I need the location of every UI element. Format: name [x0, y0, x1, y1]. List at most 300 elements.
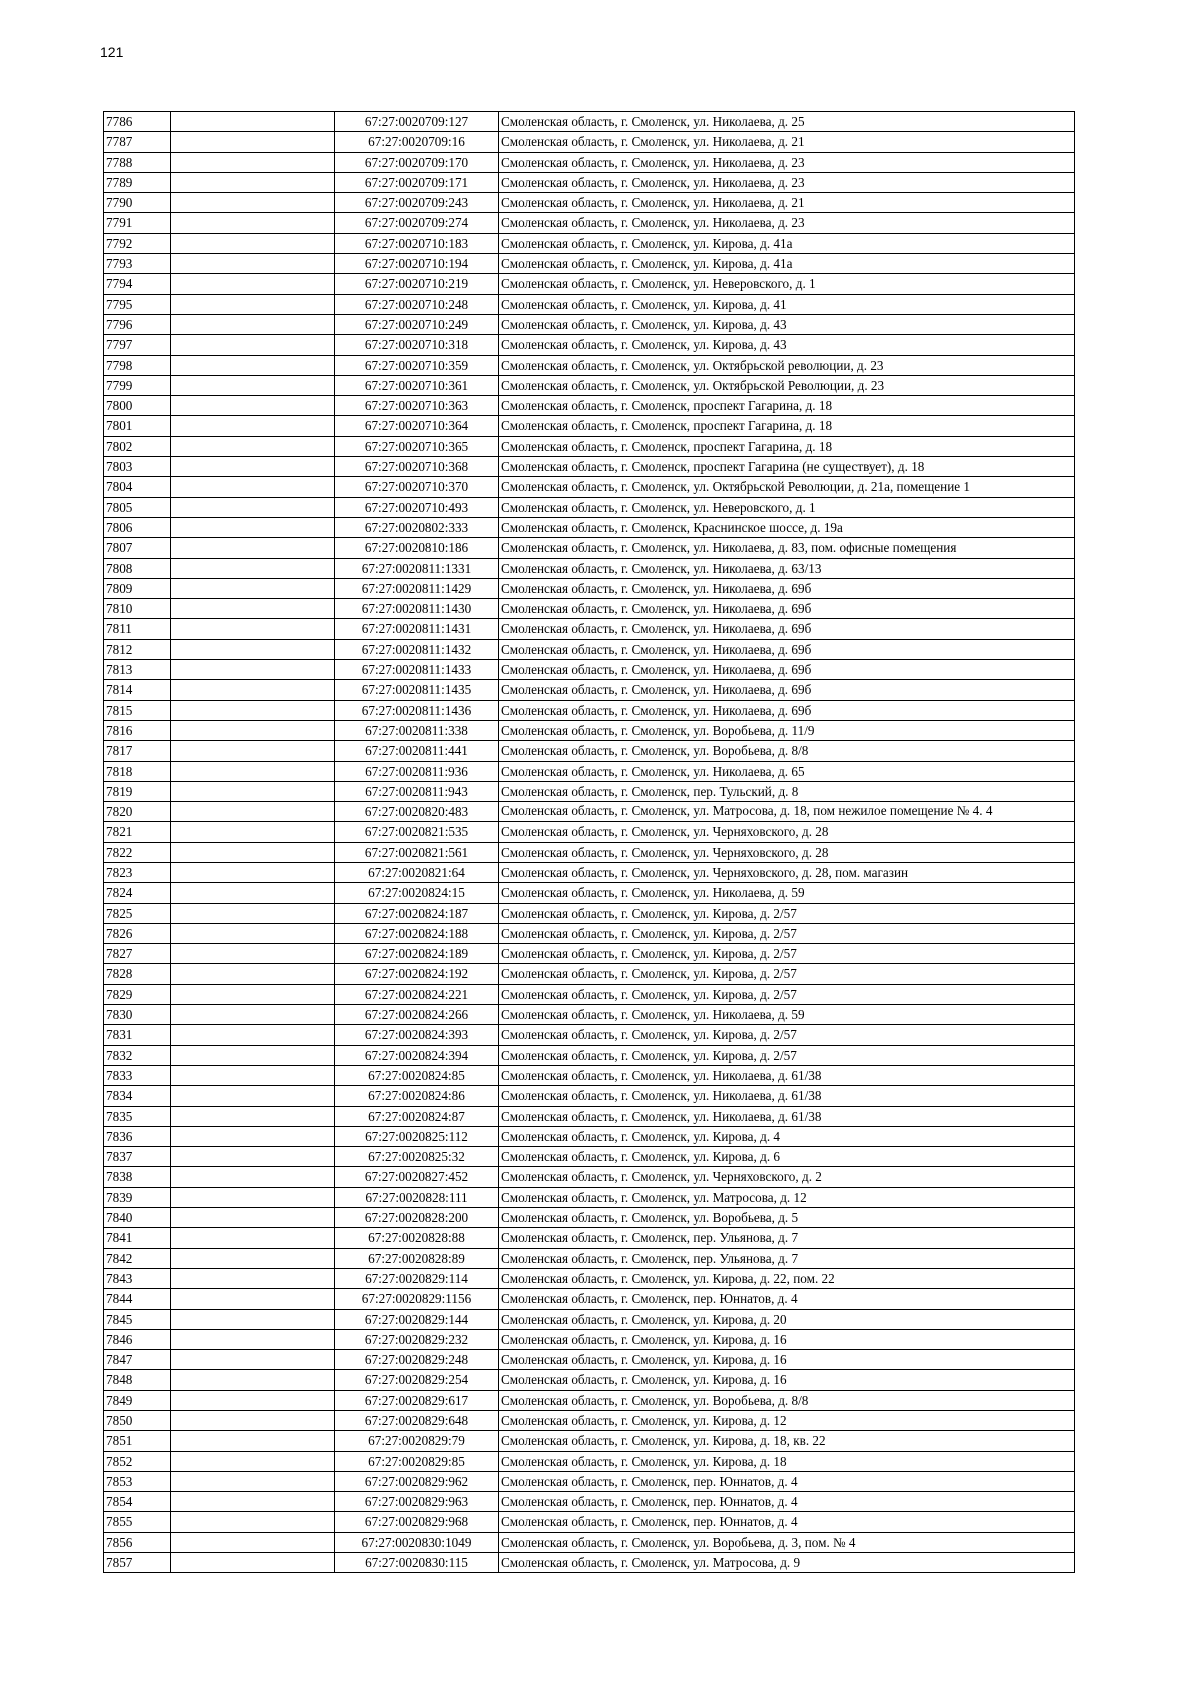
empty-cell	[171, 781, 335, 801]
cadastral-number-cell: 67:27:0020824:15	[335, 883, 499, 903]
table-row	[104, 112, 1075, 132]
cadastral-number-cell: 67:27:0020811:1436	[335, 700, 499, 720]
address-cell: Смоленская область, г. Смоленск, ул. Кирова, д. 2/57	[499, 944, 1075, 964]
empty-cell	[171, 274, 335, 294]
cadastral-number-cell: 67:27:0020829:79	[335, 1431, 499, 1451]
empty-cell	[171, 741, 335, 761]
row-number-cell: 7823	[104, 862, 171, 882]
address-cell: Смоленская область, г. Смоленск, ул. Кирова, д. 20	[499, 1309, 1075, 1329]
empty-cell	[171, 1045, 335, 1065]
table-row	[104, 558, 1075, 578]
row-number-cell: 7840	[104, 1208, 171, 1228]
row-number-cell: 7827	[104, 944, 171, 964]
address-cell: Смоленская область, г. Смоленск, ул. Николаева, д. 59	[499, 883, 1075, 903]
cadastral-number-cell: 67:27:0020824:266	[335, 1005, 499, 1025]
empty-cell	[171, 314, 335, 334]
empty-cell	[171, 1086, 335, 1106]
empty-cell	[171, 862, 335, 882]
cadastral-number-cell: 67:27:0020811:1431	[335, 619, 499, 639]
empty-cell	[171, 1147, 335, 1167]
row-number-cell: 7820	[104, 802, 171, 822]
table-row	[104, 1268, 1075, 1288]
table-row	[104, 416, 1075, 436]
empty-cell	[171, 944, 335, 964]
table-row	[104, 213, 1075, 233]
row-number-cell: 7844	[104, 1289, 171, 1309]
table-row	[104, 172, 1075, 192]
table-row	[104, 314, 1075, 334]
table-row	[104, 294, 1075, 314]
empty-cell	[171, 1289, 335, 1309]
row-number-cell: 7833	[104, 1065, 171, 1085]
table-row	[104, 1329, 1075, 1349]
address-cell: Смоленская область, г. Смоленск, ул. Николаева, д. 69б	[499, 599, 1075, 619]
cadastral-number-cell: 67:27:0020710:363	[335, 396, 499, 416]
table-row	[104, 1431, 1075, 1451]
address-cell: Смоленская область, г. Смоленск, пер. Ульянова, д. 7	[499, 1228, 1075, 1248]
empty-cell	[171, 396, 335, 416]
cadastral-number-cell: 67:27:0020828:89	[335, 1248, 499, 1268]
empty-cell	[171, 923, 335, 943]
row-number-cell: 7796	[104, 314, 171, 334]
table-row	[104, 1553, 1075, 1573]
cadastral-number-cell: 67:27:0020828:200	[335, 1208, 499, 1228]
address-cell: Смоленская область, г. Смоленск, ул. Неверовского, д. 1	[499, 274, 1075, 294]
empty-cell	[171, 761, 335, 781]
empty-cell	[171, 152, 335, 172]
empty-cell	[171, 964, 335, 984]
address-cell: Смоленская область, г. Смоленск, ул. Кирова, д. 2/57	[499, 964, 1075, 984]
cadastral-number-cell: 67:27:0020829:144	[335, 1309, 499, 1329]
row-number-cell: 7826	[104, 923, 171, 943]
cadastral-number-cell: 67:27:0020811:936	[335, 761, 499, 781]
cadastral-number-cell: 67:27:0020709:170	[335, 152, 499, 172]
row-number-cell: 7808	[104, 558, 171, 578]
address-cell: Смоленская область, г. Смоленск, ул. Кирова, д. 4	[499, 1126, 1075, 1146]
address-cell: Смоленская область, г. Смоленск, пер. Юннатов, д. 4	[499, 1512, 1075, 1532]
table-row	[104, 233, 1075, 253]
address-cell: Смоленская область, г. Смоленск, ул. Матросова, д. 18, пом нежилое помещение № 4. 4	[499, 802, 1075, 822]
empty-cell	[171, 294, 335, 314]
cadastral-number-cell: 67:27:0020811:1435	[335, 680, 499, 700]
cadastral-number-cell: 67:27:0020811:1331	[335, 558, 499, 578]
table-row	[104, 639, 1075, 659]
cadastral-number-cell: 67:27:0020821:64	[335, 862, 499, 882]
address-cell: Смоленская область, г. Смоленск, ул. Кирова, д. 41	[499, 294, 1075, 314]
table-row	[104, 1167, 1075, 1187]
row-number-cell: 7832	[104, 1045, 171, 1065]
table-row	[104, 1492, 1075, 1512]
empty-cell	[171, 802, 335, 822]
address-cell: Смоленская область, г. Смоленск, ул. Воробьева, д. 8/8	[499, 741, 1075, 761]
row-number-cell: 7806	[104, 517, 171, 537]
address-cell: Смоленская область, г. Смоленск, Краснинское шоссе, д. 19а	[499, 517, 1075, 537]
cadastral-number-cell: 67:27:0020829:85	[335, 1451, 499, 1471]
empty-cell	[171, 680, 335, 700]
cadastral-number-cell: 67:27:0020810:186	[335, 538, 499, 558]
row-number-cell: 7799	[104, 375, 171, 395]
table-row	[104, 477, 1075, 497]
row-number-cell: 7811	[104, 619, 171, 639]
empty-cell	[171, 457, 335, 477]
row-number-cell: 7836	[104, 1126, 171, 1146]
table-row	[104, 375, 1075, 395]
address-cell: Смоленская область, г. Смоленск, ул. Кирова, д. 16	[499, 1370, 1075, 1390]
address-cell: Смоленская область, г. Смоленск, ул. Николаева, д. 69б	[499, 639, 1075, 659]
table-row	[104, 193, 1075, 213]
empty-cell	[171, 842, 335, 862]
row-number-cell: 7855	[104, 1512, 171, 1532]
cadastral-number-cell: 67:27:0020710:249	[335, 314, 499, 334]
cadastral-number-cell: 67:27:0020829:617	[335, 1390, 499, 1410]
table-row	[104, 1512, 1075, 1532]
address-cell: Смоленская область, г. Смоленск, ул. Кирова, д. 12	[499, 1411, 1075, 1431]
row-number-cell: 7798	[104, 355, 171, 375]
row-number-cell: 7789	[104, 172, 171, 192]
row-number-cell: 7814	[104, 680, 171, 700]
empty-cell	[171, 1228, 335, 1248]
table-row	[104, 1289, 1075, 1309]
table-row	[104, 396, 1075, 416]
table-row	[104, 1005, 1075, 1025]
row-number-cell: 7825	[104, 903, 171, 923]
cadastral-number-cell: 67:27:0020811:1430	[335, 599, 499, 619]
address-cell: Смоленская область, г. Смоленск, ул. Николаева, д. 59	[499, 1005, 1075, 1025]
address-cell: Смоленская область, г. Смоленск, ул. Николаева, д. 21	[499, 132, 1075, 152]
cadastral-number-cell: 67:27:0020824:192	[335, 964, 499, 984]
empty-cell	[171, 538, 335, 558]
row-number-cell: 7838	[104, 1167, 171, 1187]
row-number-cell: 7818	[104, 761, 171, 781]
table-row	[104, 254, 1075, 274]
cadastral-number-cell: 67:27:0020710:194	[335, 254, 499, 274]
address-cell: Смоленская область, г. Смоленск, ул. Кирова, д. 41а	[499, 233, 1075, 253]
empty-cell	[171, 497, 335, 517]
row-number-cell: 7804	[104, 477, 171, 497]
row-number-cell: 7837	[104, 1147, 171, 1167]
table-row	[104, 1106, 1075, 1126]
row-number-cell: 7819	[104, 781, 171, 801]
address-cell: Смоленская область, г. Смоленск, ул. Николаева, д. 69б	[499, 578, 1075, 598]
row-number-cell: 7812	[104, 639, 171, 659]
row-number-cell: 7817	[104, 741, 171, 761]
address-cell: Смоленская область, г. Смоленск, ул. Кирова, д. 2/57	[499, 923, 1075, 943]
table-row	[104, 741, 1075, 761]
address-cell: Смоленская область, г. Смоленск, ул. Неверовского, д. 1	[499, 497, 1075, 517]
registry-table	[103, 111, 1075, 1573]
empty-cell	[171, 700, 335, 720]
page-number: 121	[100, 44, 124, 60]
row-number-cell: 7792	[104, 233, 171, 253]
cadastral-number-cell: 67:27:0020825:112	[335, 1126, 499, 1146]
empty-cell	[171, 1126, 335, 1146]
table-row	[104, 436, 1075, 456]
cadastral-number-cell: 67:27:0020802:333	[335, 517, 499, 537]
address-cell: Смоленская область, г. Смоленск, пер. Ульянова, д. 7	[499, 1248, 1075, 1268]
cadastral-number-cell: 67:27:0020811:441	[335, 741, 499, 761]
empty-cell	[171, 1208, 335, 1228]
row-number-cell: 7786	[104, 112, 171, 132]
address-cell: Смоленская область, г. Смоленск, ул. Николаева, д. 61/38	[499, 1106, 1075, 1126]
row-number-cell: 7790	[104, 193, 171, 213]
cadastral-number-cell: 67:27:0020821:561	[335, 842, 499, 862]
row-number-cell: 7847	[104, 1350, 171, 1370]
row-number-cell: 7788	[104, 152, 171, 172]
address-cell: Смоленская область, г. Смоленск, ул. Николаева, д. 69б	[499, 700, 1075, 720]
row-number-cell: 7851	[104, 1431, 171, 1451]
row-number-cell: 7842	[104, 1248, 171, 1268]
address-cell: Смоленская область, г. Смоленск, ул. Николаева, д. 61/38	[499, 1086, 1075, 1106]
empty-cell	[171, 599, 335, 619]
cadastral-number-cell: 67:27:0020829:1156	[335, 1289, 499, 1309]
table-row	[104, 578, 1075, 598]
empty-cell	[171, 720, 335, 740]
table-row	[104, 1126, 1075, 1146]
cadastral-number-cell: 67:27:0020710:365	[335, 436, 499, 456]
address-cell: Смоленская область, г. Смоленск, ул. Кирова, д. 2/57	[499, 1045, 1075, 1065]
row-number-cell: 7841	[104, 1228, 171, 1248]
address-cell: Смоленская область, г. Смоленск, ул. Николаева, д. 69б	[499, 680, 1075, 700]
address-cell: Смоленская область, г. Смоленск, ул. Воробьева, д. 11/9	[499, 720, 1075, 740]
table-row	[104, 1147, 1075, 1167]
table-row	[104, 1471, 1075, 1491]
table-row	[104, 1248, 1075, 1268]
cadastral-number-cell: 67:27:0020830:115	[335, 1553, 499, 1573]
address-cell: Смоленская область, г. Смоленск, ул. Николаева, д. 65	[499, 761, 1075, 781]
row-number-cell: 7797	[104, 335, 171, 355]
table-row	[104, 883, 1075, 903]
cadastral-number-cell: 67:27:0020827:452	[335, 1167, 499, 1187]
table-row	[104, 538, 1075, 558]
table-row	[104, 1086, 1075, 1106]
row-number-cell: 7845	[104, 1309, 171, 1329]
empty-cell	[171, 1106, 335, 1126]
empty-cell	[171, 416, 335, 436]
cadastral-number-cell: 67:27:0020821:535	[335, 822, 499, 842]
row-number-cell: 7829	[104, 984, 171, 1004]
empty-cell	[171, 1187, 335, 1207]
table-row	[104, 1228, 1075, 1248]
table-row	[104, 517, 1075, 537]
cadastral-number-cell: 67:27:0020811:1432	[335, 639, 499, 659]
empty-cell	[171, 254, 335, 274]
registry-table-body	[104, 112, 1075, 1573]
table-row	[104, 1370, 1075, 1390]
address-cell: Смоленская область, г. Смоленск, ул. Николаева, д. 25	[499, 112, 1075, 132]
cadastral-number-cell: 67:27:0020829:968	[335, 1512, 499, 1532]
empty-cell	[171, 132, 335, 152]
table-row	[104, 1309, 1075, 1329]
table-row	[104, 984, 1075, 1004]
empty-cell	[171, 355, 335, 375]
address-cell: Смоленская область, г. Смоленск, ул. Кирова, д. 2/57	[499, 1025, 1075, 1045]
empty-cell	[171, 1390, 335, 1410]
cadastral-number-cell: 67:27:0020829:963	[335, 1492, 499, 1512]
cadastral-number-cell: 67:27:0020820:483	[335, 802, 499, 822]
empty-cell	[171, 1553, 335, 1573]
cadastral-number-cell: 67:27:0020811:1433	[335, 660, 499, 680]
cadastral-number-cell: 67:27:0020825:32	[335, 1147, 499, 1167]
cadastral-number-cell: 67:27:0020710:219	[335, 274, 499, 294]
empty-cell	[171, 1411, 335, 1431]
address-cell: Смоленская область, г. Смоленск, ул. Кирова, д. 43	[499, 314, 1075, 334]
cadastral-number-cell: 67:27:0020710:361	[335, 375, 499, 395]
empty-cell	[171, 883, 335, 903]
row-number-cell: 7802	[104, 436, 171, 456]
cadastral-number-cell: 67:27:0020710:183	[335, 233, 499, 253]
address-cell: Смоленская область, г. Смоленск, пер. Юннатов, д. 4	[499, 1492, 1075, 1512]
table-row	[104, 903, 1075, 923]
table-row	[104, 1065, 1075, 1085]
address-cell: Смоленская область, г. Смоленск, ул. Кирова, д. 2/57	[499, 984, 1075, 1004]
address-cell: Смоленская область, г. Смоленск, ул. Воробьева, д. 3, пом. № 4	[499, 1532, 1075, 1552]
table-row	[104, 720, 1075, 740]
table-row	[104, 1187, 1075, 1207]
address-cell: Смоленская область, г. Смоленск, ул. Черняховского, д. 28	[499, 822, 1075, 842]
cadastral-number-cell: 67:27:0020710:370	[335, 477, 499, 497]
table-row	[104, 497, 1075, 517]
row-number-cell: 7856	[104, 1532, 171, 1552]
row-number-cell: 7854	[104, 1492, 171, 1512]
row-number-cell: 7815	[104, 700, 171, 720]
table-row	[104, 152, 1075, 172]
table-row	[104, 781, 1075, 801]
cadastral-number-cell: 67:27:0020709:243	[335, 193, 499, 213]
row-number-cell: 7822	[104, 842, 171, 862]
cadastral-number-cell: 67:27:0020709:171	[335, 172, 499, 192]
cadastral-number-cell: 67:27:0020824:187	[335, 903, 499, 923]
empty-cell	[171, 558, 335, 578]
table-row	[104, 335, 1075, 355]
cadastral-number-cell: 67:27:0020829:254	[335, 1370, 499, 1390]
cadastral-number-cell: 67:27:0020824:189	[335, 944, 499, 964]
table-row	[104, 862, 1075, 882]
table-row	[104, 964, 1075, 984]
empty-cell	[171, 822, 335, 842]
empty-cell	[171, 112, 335, 132]
table-row	[104, 822, 1075, 842]
address-cell: Смоленская область, г. Смоленск, проспект Гагарина, д. 18	[499, 416, 1075, 436]
cadastral-number-cell: 67:27:0020811:943	[335, 781, 499, 801]
cadastral-number-cell: 67:27:0020829:248	[335, 1350, 499, 1370]
table-row	[104, 274, 1075, 294]
table-row	[104, 1045, 1075, 1065]
table-row	[104, 1025, 1075, 1045]
address-cell: Смоленская область, г. Смоленск, ул. Кирова, д. 6	[499, 1147, 1075, 1167]
address-cell: Смоленская область, г. Смоленск, ул. Николаева, д. 83, пом. офисные помещения	[499, 538, 1075, 558]
table-row	[104, 1411, 1075, 1431]
empty-cell	[171, 335, 335, 355]
empty-cell	[171, 517, 335, 537]
table-row	[104, 761, 1075, 781]
table-row	[104, 680, 1075, 700]
empty-cell	[171, 1350, 335, 1370]
row-number-cell: 7816	[104, 720, 171, 740]
empty-cell	[171, 477, 335, 497]
address-cell: Смоленская область, г. Смоленск, пер. Юннатов, д. 4	[499, 1471, 1075, 1491]
row-number-cell: 7830	[104, 1005, 171, 1025]
table-row	[104, 1532, 1075, 1552]
table-row	[104, 1451, 1075, 1471]
cadastral-number-cell: 67:27:0020710:359	[335, 355, 499, 375]
cadastral-number-cell: 67:27:0020824:86	[335, 1086, 499, 1106]
address-cell: Смоленская область, г. Смоленск, проспект Гагарина, д. 18	[499, 396, 1075, 416]
address-cell: Смоленская область, г. Смоленск, ул. Николаева, д. 69б	[499, 619, 1075, 639]
cadastral-number-cell: 67:27:0020710:364	[335, 416, 499, 436]
empty-cell	[171, 436, 335, 456]
cadastral-number-cell: 67:27:0020829:962	[335, 1471, 499, 1491]
cadastral-number-cell: 67:27:0020824:221	[335, 984, 499, 1004]
row-number-cell: 7849	[104, 1390, 171, 1410]
empty-cell	[171, 213, 335, 233]
empty-cell	[171, 1248, 335, 1268]
row-number-cell: 7813	[104, 660, 171, 680]
address-cell: Смоленская область, г. Смоленск, ул. Николаева, д. 23	[499, 152, 1075, 172]
cadastral-number-cell: 67:27:0020709:274	[335, 213, 499, 233]
cadastral-number-cell: 67:27:0020824:394	[335, 1045, 499, 1065]
address-cell: Смоленская область, г. Смоленск, ул. Николаева, д. 61/38	[499, 1065, 1075, 1085]
row-number-cell: 7795	[104, 294, 171, 314]
cadastral-number-cell: 67:27:0020824:85	[335, 1065, 499, 1085]
empty-cell	[171, 1329, 335, 1349]
cadastral-number-cell: 67:27:0020829:648	[335, 1411, 499, 1431]
cadastral-number-cell: 67:27:0020709:16	[335, 132, 499, 152]
row-number-cell: 7846	[104, 1329, 171, 1349]
row-number-cell: 7801	[104, 416, 171, 436]
table-row	[104, 1208, 1075, 1228]
address-cell: Смоленская область, г. Смоленск, ул. Кирова, д. 43	[499, 335, 1075, 355]
row-number-cell: 7807	[104, 538, 171, 558]
address-cell: Смоленская область, г. Смоленск, проспект Гагарина (не существует), д. 18	[499, 457, 1075, 477]
address-cell: Смоленская область, г. Смоленск, ул. Николаева, д. 69б	[499, 660, 1075, 680]
row-number-cell: 7852	[104, 1451, 171, 1471]
cadastral-number-cell: 67:27:0020828:111	[335, 1187, 499, 1207]
table-row	[104, 700, 1075, 720]
table-row	[104, 457, 1075, 477]
cadastral-number-cell: 67:27:0020829:232	[335, 1329, 499, 1349]
row-number-cell: 7853	[104, 1471, 171, 1491]
address-cell: Смоленская область, г. Смоленск, ул. Октябрьской революции, д. 23	[499, 355, 1075, 375]
empty-cell	[171, 1512, 335, 1532]
empty-cell	[171, 903, 335, 923]
empty-cell	[171, 1065, 335, 1085]
empty-cell	[171, 619, 335, 639]
address-cell: Смоленская область, г. Смоленск, ул. Николаева, д. 21	[499, 193, 1075, 213]
address-cell: Смоленская область, г. Смоленск, ул. Матросова, д. 9	[499, 1553, 1075, 1573]
row-number-cell: 7794	[104, 274, 171, 294]
address-cell: Смоленская область, г. Смоленск, ул. Кирова, д. 2/57	[499, 903, 1075, 923]
empty-cell	[171, 1268, 335, 1288]
cadastral-number-cell: 67:27:0020811:338	[335, 720, 499, 740]
empty-cell	[171, 193, 335, 213]
cadastral-number-cell: 67:27:0020710:493	[335, 497, 499, 517]
empty-cell	[171, 1431, 335, 1451]
table-row	[104, 599, 1075, 619]
address-cell: Смоленская область, г. Смоленск, ул. Воробьева, д. 8/8	[499, 1390, 1075, 1410]
empty-cell	[171, 984, 335, 1004]
table-row	[104, 355, 1075, 375]
address-cell: Смоленская область, г. Смоленск, ул. Кирова, д. 18, кв. 22	[499, 1431, 1075, 1451]
cadastral-number-cell: 67:27:0020709:127	[335, 112, 499, 132]
row-number-cell: 7828	[104, 964, 171, 984]
cadastral-number-cell: 67:27:0020824:87	[335, 1106, 499, 1126]
table-row	[104, 1350, 1075, 1370]
row-number-cell: 7850	[104, 1411, 171, 1431]
row-number-cell: 7824	[104, 883, 171, 903]
cadastral-number-cell: 67:27:0020824:188	[335, 923, 499, 943]
address-cell: Смоленская область, г. Смоленск, ул. Октябрьской Революции, д. 23	[499, 375, 1075, 395]
row-number-cell: 7805	[104, 497, 171, 517]
